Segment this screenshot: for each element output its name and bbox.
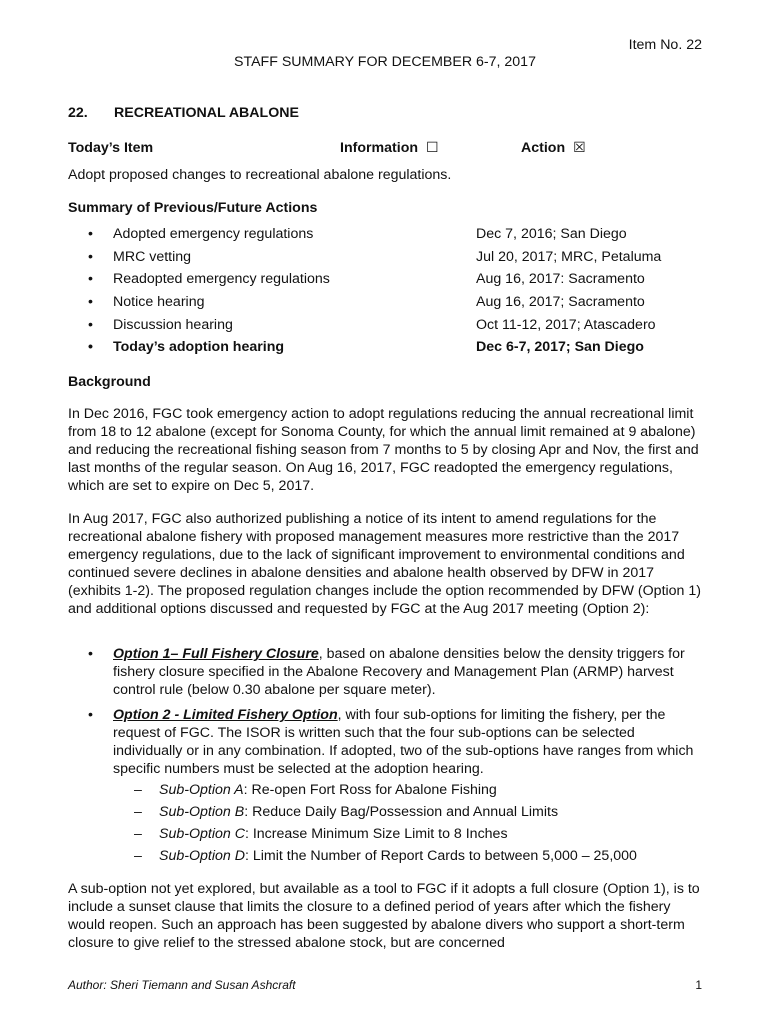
dash: – bbox=[134, 826, 142, 842]
information-label: Information bbox=[340, 140, 419, 156]
action-label: Today’s adoption hearing bbox=[113, 339, 285, 356]
summary-heading: Summary of Previous/Future Actions bbox=[68, 200, 318, 216]
bullet: • bbox=[88, 339, 93, 356]
item-description: Adopt proposed changes to recreational abalone regulations. bbox=[68, 167, 452, 183]
todays-item-label: Today’s Item bbox=[68, 140, 154, 156]
background-paragraph-1: In Dec 2016, FGC took emergency action to adopt regulations reducing the annual recreational limit from 18 to 12 abalone (except for Sonoma County, for which the annual limit remained at 9 abalone) and reducing the recreational fishing season from 7 months to 5 by closing Apr and Nov, the first and last months of the regular season. On Aug 16, 2017, FGC readopted the emergency regulations, which are set to expire on Dec 5, 2017. bbox=[68, 406, 699, 494]
background-paragraph-2: In Aug 2017, FGC also authorized publishing a notice of its intent to amend regulations for the recreational abalone fishery with proposed management measures more restrictive than the 2017 emergency regulations, due to the lack of significant improvement to environmental conditions and continued severe declines in abalone densities and abalone health observed by DFW in 2017 (exhibits 1-2). The proposed regulation changes include the option recommended by DFW (Option 1) and additional options discussed and requested by FGC at the Aug 2017 meeting (Option 2): bbox=[68, 511, 701, 617]
bullet: • bbox=[88, 316, 93, 333]
sub-option-item bbox=[134, 825, 637, 847]
action-label: Discussion hearing bbox=[113, 316, 233, 333]
action-row bbox=[88, 293, 708, 316]
action-date: Aug 16, 2017; Sacramento bbox=[476, 294, 645, 311]
author-names: : Sheri Tiemann and Susan Ashcraft bbox=[103, 978, 296, 992]
bullet: • bbox=[88, 294, 93, 311]
action-row bbox=[88, 316, 708, 339]
action-date: Aug 16, 2017: Sacramento bbox=[476, 271, 645, 288]
sub-options-list bbox=[134, 781, 637, 869]
action-field bbox=[521, 139, 586, 157]
option-2-item bbox=[88, 706, 708, 778]
action-label: Readopted emergency regulations bbox=[113, 271, 330, 288]
bullet: • bbox=[88, 271, 93, 288]
background-heading: Background bbox=[68, 374, 151, 390]
dash: – bbox=[134, 848, 142, 864]
action-label: Action bbox=[521, 140, 566, 156]
section-title: RECREATIONAL ABALONE bbox=[114, 105, 299, 121]
action-checkbox[interactable]: ☒ bbox=[573, 140, 586, 156]
option-1-list bbox=[88, 645, 708, 699]
bullet: • bbox=[88, 707, 93, 723]
sub-option-text: : Re-open Fort Ross for Abalone Fishing bbox=[243, 782, 497, 798]
dash: – bbox=[134, 782, 142, 798]
sub-option-text: : Increase Minimum Size Limit to 8 Inches bbox=[244, 826, 508, 842]
action-row-current bbox=[88, 338, 708, 361]
action-date: Dec 6-7, 2017; San Diego bbox=[476, 339, 644, 356]
bullet: • bbox=[88, 646, 93, 662]
action-label: Notice hearing bbox=[113, 294, 205, 311]
option-2-text: , with four sub-options for limiting the fishery, per the request of FGC. The ISOR is written such that the four sub-options can be selected individually or in any combination. If adopted, two of the sub-options have ranges from which specific numbers must be selected at the adoption hearing. bbox=[113, 707, 694, 777]
sub-option-name: Sub-Option C bbox=[159, 826, 245, 842]
section-number: 22. bbox=[68, 105, 88, 121]
bullet: • bbox=[88, 248, 93, 265]
action-label: MRC vetting bbox=[113, 248, 192, 265]
option-2-title: Option 2 - Limited Fishery Option bbox=[113, 707, 338, 723]
item-number: Item No. 22 bbox=[628, 37, 702, 53]
action-row bbox=[88, 248, 708, 271]
action-label: Adopted emergency regulations bbox=[113, 226, 314, 242]
sub-option-text: : Limit the Number of Report Cards to between 5,000 – 25,000 bbox=[244, 848, 637, 864]
sub-option-name: Sub-Option D bbox=[159, 848, 245, 864]
information-checkbox[interactable]: ☐ bbox=[426, 140, 439, 156]
sub-option-item bbox=[134, 781, 637, 803]
sub-option-item bbox=[134, 847, 637, 869]
dash: – bbox=[134, 804, 142, 820]
actions-list bbox=[88, 225, 708, 361]
sub-option-item bbox=[134, 803, 637, 825]
information-field bbox=[340, 139, 439, 157]
document-title: STAFF SUMMARY FOR DECEMBER 6-7, 2017 bbox=[234, 54, 536, 70]
footer-author bbox=[68, 976, 296, 994]
option-1-title: Option 1– Full Fishery Closure bbox=[113, 646, 319, 662]
bullet: • bbox=[88, 226, 93, 242]
option-1-item bbox=[88, 645, 708, 699]
sub-option-text: : Reduce Daily Bag/Possession and Annual Limits bbox=[244, 804, 559, 820]
background-paragraph-3: A sub-option not yet explored, but available as a tool to FGC if it adopts a full closure (Option 1), is to include a sunset clause that limits the closure to a defined period of years after which the fishery would reopen. Such an approach has been suggested by abalone divers who support a short-term closure to give relief to the stressed abalone stock, but are concerned bbox=[68, 881, 700, 951]
action-row bbox=[88, 270, 708, 293]
action-date: Dec 7, 2016; San Diego bbox=[476, 226, 627, 242]
action-date: Oct 11-12, 2017; Atascadero bbox=[476, 316, 656, 333]
author-label: Author bbox=[68, 978, 104, 992]
action-row bbox=[88, 225, 708, 248]
sub-option-name: Sub-Option A bbox=[159, 782, 244, 798]
page-number: 1 bbox=[695, 978, 702, 992]
sub-option-name: Sub-Option B bbox=[159, 804, 245, 820]
option-1-text: , based on abalone densities below the density triggers for fishery closure specified in the Abalone Recovery and Management Plan (ARMP) harvest control rule (below 0.30 abalone per square meter). bbox=[113, 646, 685, 698]
option-2-list bbox=[88, 706, 708, 778]
action-date: Jul 20, 2017; MRC, Petaluma bbox=[476, 248, 662, 265]
